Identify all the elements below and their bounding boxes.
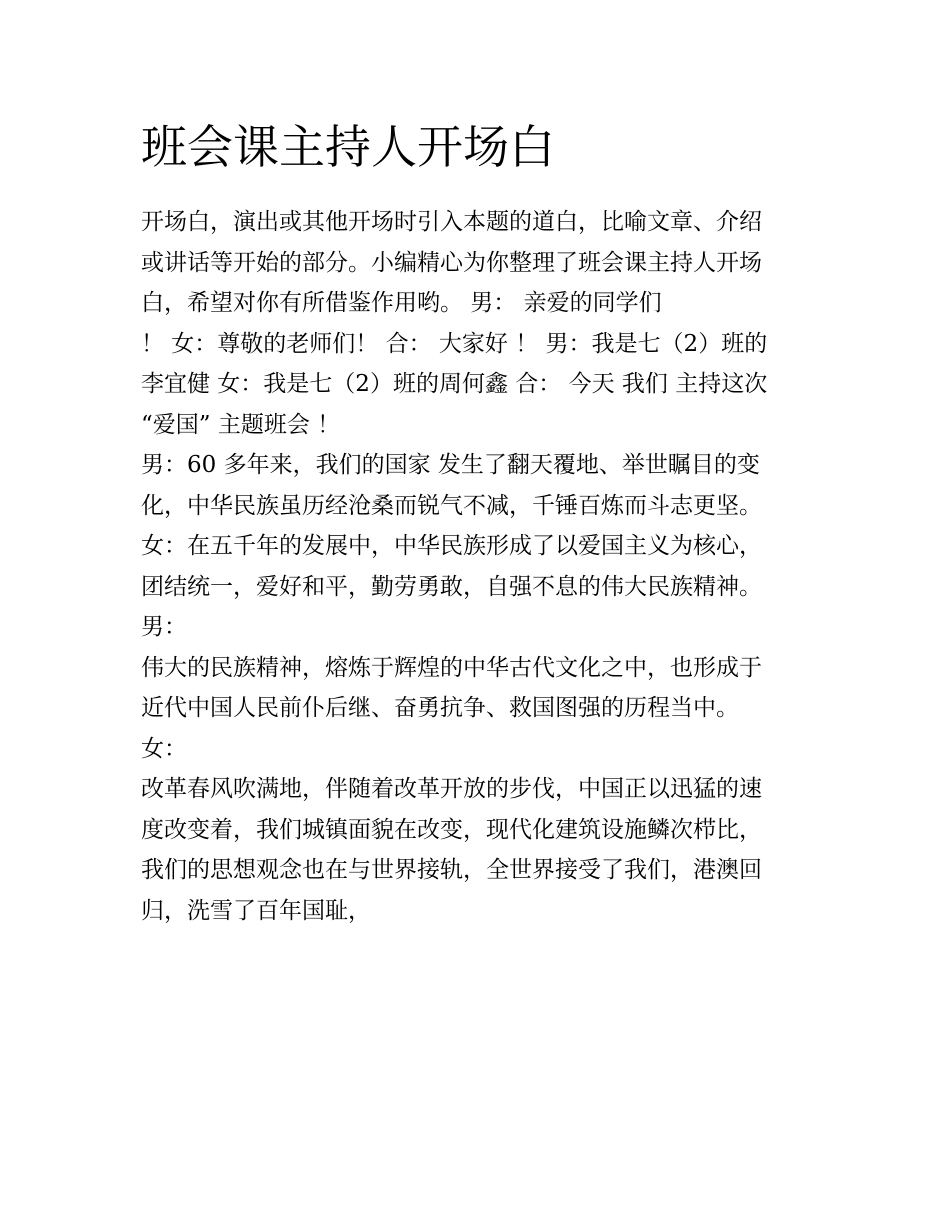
body-line: 男：60 多年来，我们的国家 发生了翻天覆地、举世瞩目的变 xyxy=(141,452,760,478)
body-line: 开场白，演出或其他开场时引入本题的道白，比喻文章、介绍 xyxy=(141,209,762,235)
body-line: 改革春风吹满地，伴随着改革开放的步伐，中国正以迅猛的速 xyxy=(141,776,762,802)
body-line: 男： xyxy=(141,614,187,640)
document-title: 班会课主持人开场白 xyxy=(141,120,555,174)
body-line: 伟大的民族精神，熔炼于辉煌的中华古代文化之中，也形成于 xyxy=(141,654,762,681)
body-line: 白，希望对你有所借鉴作用哟。 男： 亲爱的同学们 xyxy=(141,290,662,316)
body-line: 化，中华民族虽历经沧桑而锐气不减，千锤百炼而斗志更坚。 xyxy=(141,492,762,519)
body-line: “爱国” 主题班会 ！ xyxy=(141,411,341,438)
body-line: 女： xyxy=(141,735,187,762)
body-line: ！ 女：尊敬的老师们！ 合： 大家好 ！ 男：我是七（2）班的 xyxy=(141,330,768,357)
body-line: 近代中国人民前仆后继、奋勇抗争、救国图强的历程当中。 xyxy=(141,695,739,721)
body-line: 我们的思想观念也在与世界接轨，全世界接受了我们，港澳回 xyxy=(141,857,762,883)
body-line: 李宜健 女：我是七（2）班的周何鑫 合： 今天 我们 主持这次 xyxy=(141,371,768,397)
document-body xyxy=(141,202,821,931)
document-content xyxy=(141,112,821,931)
body-line: 归，洗雪了百年国耻， xyxy=(141,897,371,924)
body-line: 或讲话等开始的部分。小编精心为你整理了班会课主持人开场 xyxy=(141,249,762,276)
body-line: 度改变着，我们城镇面貌在改变，现代化建筑设施鳞次栉比， xyxy=(141,816,762,843)
body-line: 团结统一，爱好和平，勤劳勇敢，自强不息的伟大民族精神。 xyxy=(141,573,762,600)
body-line: 女：在五千年的发展中，中华民族形成了以爱国主义为核心， xyxy=(141,533,762,559)
